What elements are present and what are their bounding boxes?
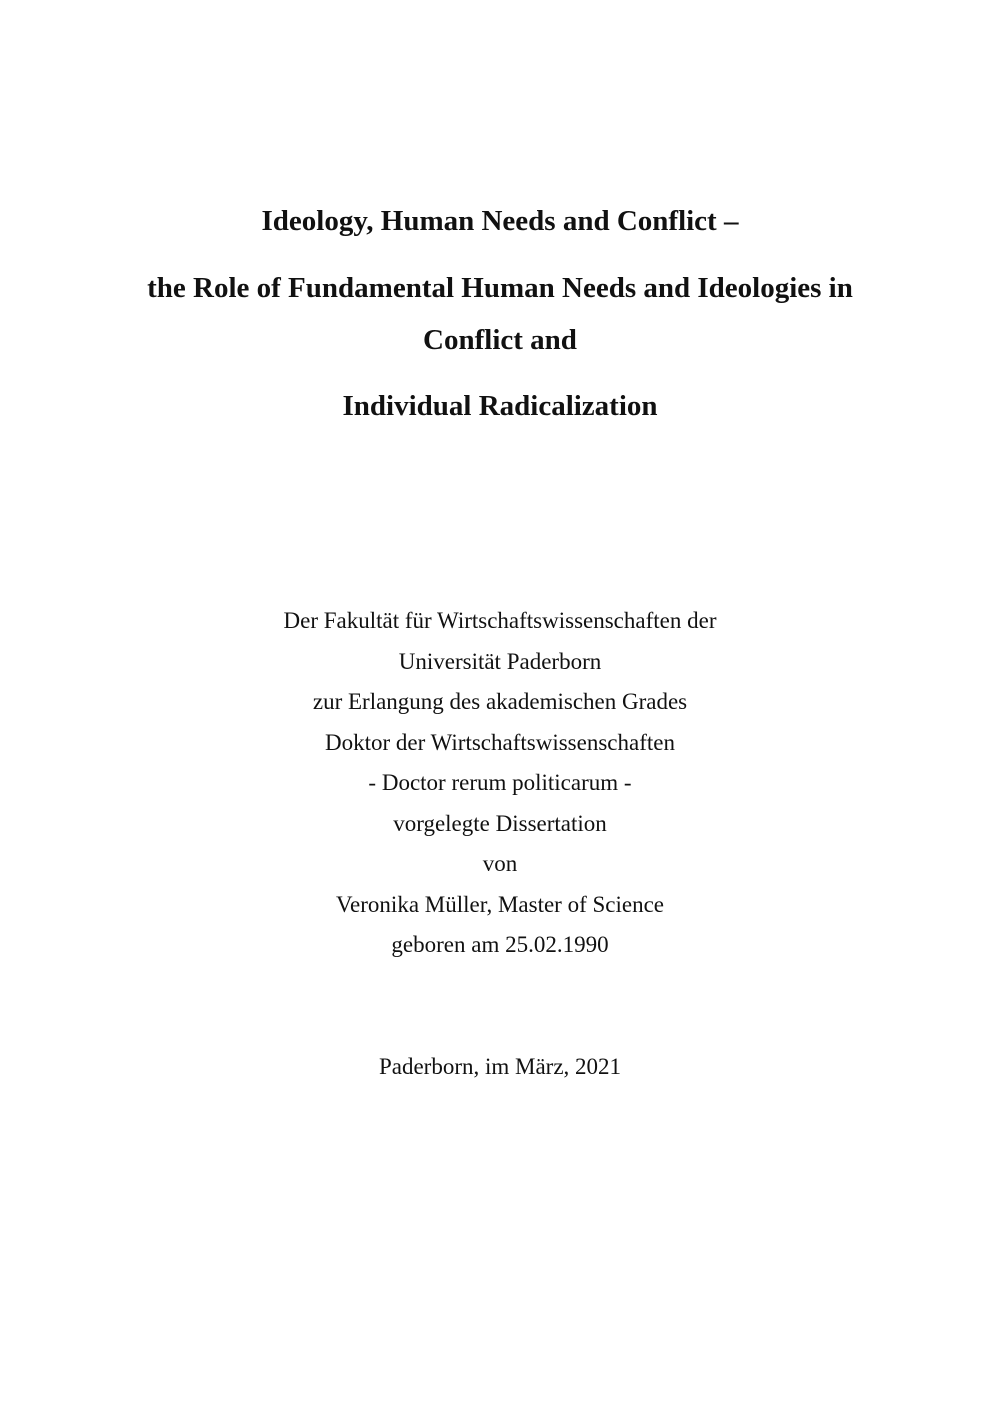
dissertation-title-line-2: the Role of Fundamental Human Needs and Ideologies in (147, 272, 853, 304)
dissertation-title-line-3: Conflict and (423, 324, 577, 356)
dissertation-title-line-1: Ideology, Human Needs and Conflict – (261, 205, 739, 237)
university-line: Universität Paderborn (398, 649, 602, 674)
faculty-line: Der Fakultät für Wirtschaftswissenschaften der (283, 608, 717, 633)
author-line: Veronika Müller, Master of Science (336, 892, 664, 917)
birth-date-line: geboren am 25.02.1990 (391, 932, 609, 957)
degree-purpose-line: zur Erlangung des akademischen Grades (312, 689, 688, 714)
place-and-date: Paderborn, im März, 2021 (378, 1054, 622, 1079)
degree-name-line: Doktor der Wirtschaftswissenschaften (325, 730, 675, 755)
degree-latin-line: - Doctor rerum politicarum - (368, 770, 632, 795)
dissertation-submitted-line: vorgelegte Dissertation (393, 811, 607, 836)
by-line: von (482, 851, 518, 876)
dissertation-title-line-4: Individual Radicalization (342, 390, 658, 422)
